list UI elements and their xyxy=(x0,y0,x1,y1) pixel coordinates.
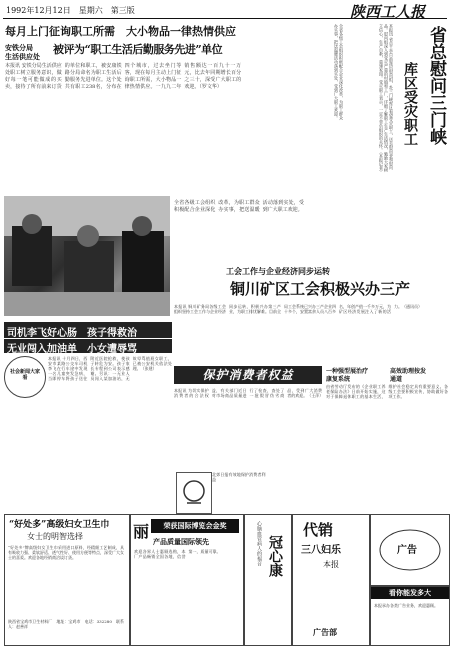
story3-kicker: 工会工作与企业经济同步运转 xyxy=(226,266,330,276)
ad-small-label: 广告 xyxy=(397,545,417,556)
right-body: 由省劳动厅发布的《企业职工养老保险办法》日前开始实施，这对于保障退休职工的基本生活，维护社会稳定具有重要意义。各级工会要积极宣传，协助做好各项工作。 xyxy=(326,384,448,399)
sidebar-emblem-label: 社会新闻大家看 xyxy=(9,369,40,381)
story5-headline: 保护消费者权益 xyxy=(202,368,294,382)
ad-hygiene-contact: 陕西省宝鸡市卫生材料厂 地址：宝鸡市 电话：332280 联系人：赵善祥 xyxy=(8,619,124,629)
ad-small xyxy=(370,514,450,586)
ad-recruit-title: 看你能发多大 xyxy=(389,588,431,597)
ad-agent-title: 代销 xyxy=(303,521,334,539)
story1-kicker: 安铁分局 生活供应处 xyxy=(5,43,40,61)
ad-agent-sub: 本报 xyxy=(323,560,339,569)
right-title1: 一种强型展治疗 xyxy=(326,368,369,375)
ad-brand xyxy=(130,514,244,646)
ad-agent-mid: 三八妇乐 xyxy=(301,545,341,556)
story4-headline1: 司机李飞好心肠 孩子得救治 xyxy=(7,328,137,339)
story2-title: 省总慰问三门峡 xyxy=(426,26,446,145)
right-title2: 康复系统 xyxy=(326,376,351,383)
story-service-award xyxy=(3,22,303,194)
story4-headline1-banner xyxy=(4,322,172,338)
story2-vertical-body: 全省各级工会组织积极配合企业深化改革，为职工群众办实事，把送温暖活动落到实处，受到广大职工欢迎。 xyxy=(334,24,344,120)
ad-recruit-body: 本报承办各类广告业务，欢迎惠顾。 xyxy=(374,603,438,608)
issue-date: 1992年12月12日 星期六 第三版 xyxy=(6,6,135,15)
story4-headline2-banner xyxy=(4,339,172,353)
ad-hygiene-headline: “好处多”高级妇女卫生巾 xyxy=(9,520,110,530)
right-column xyxy=(326,366,448,514)
photo-store-clerks xyxy=(4,196,170,316)
ad-hygiene xyxy=(4,514,130,646)
story1-continuation: 全省各级工会组织积极配合企业深化改革，为职工群众办实事，把送温暖活动落到实处，受到广大职工欢迎。 xyxy=(174,200,304,213)
header-rule xyxy=(3,18,447,19)
masthead: 陕西工人报 xyxy=(350,3,426,21)
sidebar-emblem xyxy=(4,356,46,398)
ad-agent xyxy=(292,514,370,646)
ad-heart-title: 冠心康 xyxy=(267,535,283,577)
ad-heart xyxy=(244,514,292,646)
story2-body: 本报讯 省总工会日前派出慰问组，赴三门峡库区看望受灾职工，送去慰问金和慰问品。慰问组深入到受灾严重的村镇和工厂，详细了解职工生产生活情况，勉励大家树立信心，生产自救，重建家园。受灾职工表示，一定不辜负组织的关怀。（本报记者） xyxy=(379,24,394,174)
story4-body: 本报讯 十月四日，西安市某路公交车司机李飞在行车途中发现一名儿童突发急病，当即停车将孩子送往附近医院抢救，使孩子转危为安。孩子家长专程到公司表示感谢。另讯：一无业人员闯入某加油站，无故辱骂值班女职工，已被公安机关依法处理。（张建） xyxy=(48,356,172,381)
ad-brand-body: 欢迎各界人士惠顾选购，本厂产品畅销全国各地，信誉第一，质量可靠。 xyxy=(134,549,221,559)
ad-hygiene-body: “好处多”牌高级妇女卫生巾采用进口原料，经精细工艺制成，具有吸收力强、柔软舒适、透气性好、使用方便等特点，深受广大女士的喜爱。欢迎各地经销商洽谈订货。 xyxy=(8,545,124,560)
ad-hygiene-subhead: 女士的明智选择 xyxy=(27,532,83,541)
story5-banner xyxy=(174,366,322,384)
ad-recruit xyxy=(370,586,450,646)
ad-brand-tag-band xyxy=(151,519,239,533)
story5-body: 本报讯 为切实保护消费者的合法权益，有关部门近日对市场商品质量进行了检查，查处了一批假冒伪劣商品，受到广大消费者的欢迎。（王萍） xyxy=(174,388,324,398)
logo-mark-icon xyxy=(177,473,211,513)
ad-agent-footer: 广告部 xyxy=(313,627,337,637)
story4-headline2: 无业闯入加油单 小女遭辱骂 xyxy=(7,344,137,355)
right-title4: 通道 xyxy=(390,376,403,383)
story5-extra: 北郊日报有效地保护消费者利益 xyxy=(212,472,266,482)
story1-headline: 被评为“职工生活后勤服务先进”单位 xyxy=(53,43,223,56)
ad-brand-sub: 产品质量国际领先 xyxy=(153,537,209,546)
ad-brand-tag: 荣获国际博览会金奖 xyxy=(163,521,227,530)
photo-scene xyxy=(4,196,170,316)
ad-recruit-band xyxy=(371,587,449,599)
story2-subtitle: 库区受灾职工 xyxy=(402,62,418,146)
story-condolence-visit xyxy=(306,22,448,252)
story-logo-mark xyxy=(176,472,212,514)
story3-headline: 铜川矿区工会积极兴办三产 xyxy=(230,280,411,298)
ad-brand-name: 丽 xyxy=(133,522,150,541)
story3-body: 本报讯 铜川矿务局各级工会组织坚持工会工作与企业经济同步运转，积极兴办第三产业，为职工排忧解难。目前全局工会系统已兴办三产企业四十多个，安置富余人员八百多名，年创产值一千多万元，为矿区经济发展注入了新的活力。（通讯员） xyxy=(174,304,422,314)
ad-heart-side: 心脑血管病人的福音 xyxy=(256,521,262,566)
story1-title: 每月上门征询职工所需 大小物品一律热情供应 xyxy=(5,25,236,38)
right-title3: 高效助理按发 xyxy=(390,368,427,375)
story1-body: 本报讯 安铁分局生活供应处职工树立服务意识，做好每一笔可能做成的买卖，接待了所有前来订货的单位和职工，被安康铁路分局命名为职工生活后勤服务先进单位。这个处共有职工238名，分布在四个城市，过去坐门等客，现在每月主动上门征询职工所需，大小物品一律热情供应。一九九二年销售额达一百九十一万元，比去年同期增长百分之三十，深受广大职工的欢迎。（罗文华） xyxy=(5,63,242,90)
